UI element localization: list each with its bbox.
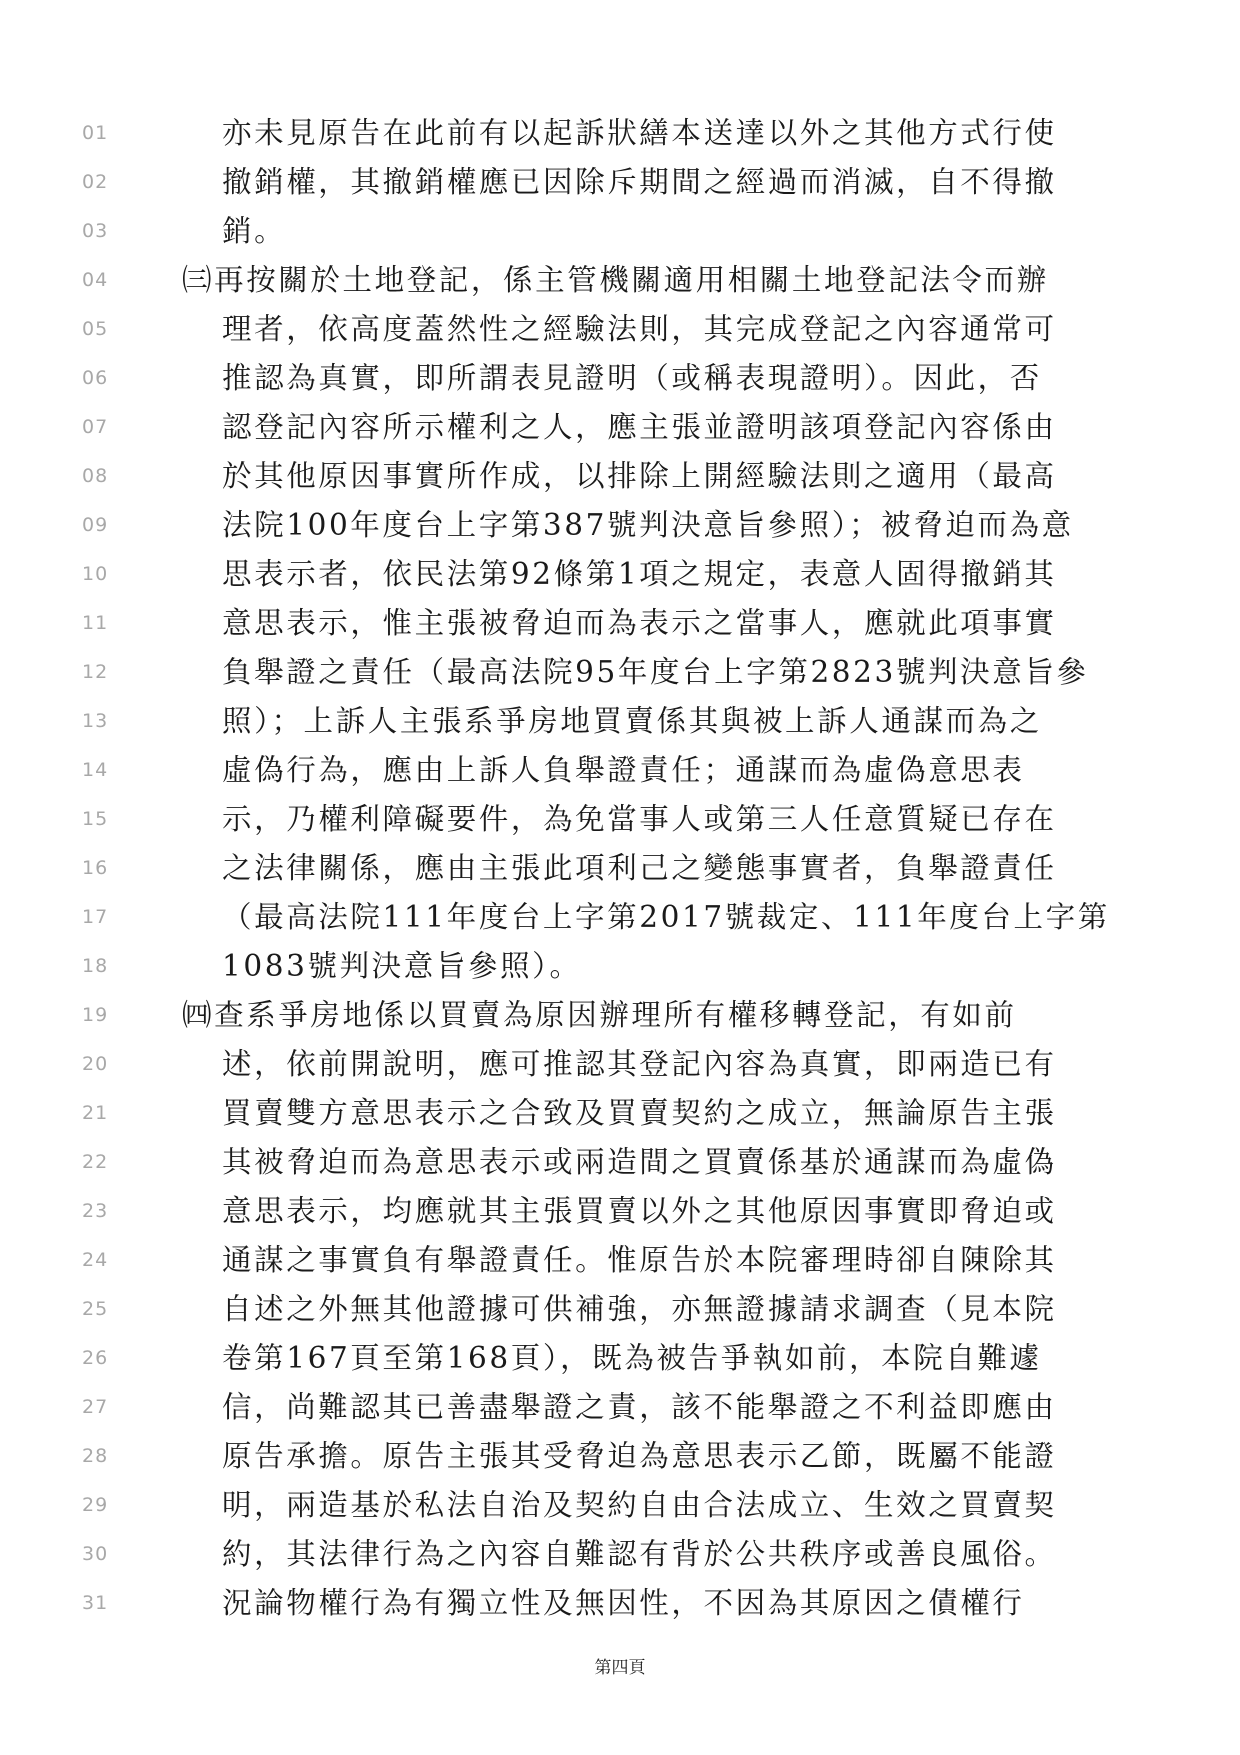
text-line [0, 1040, 1240, 1089]
text-line [0, 1530, 1240, 1579]
line-text: 銷。 [222, 214, 287, 248]
line-text: 原告承擔。原告主張其受脅迫為意思表示乙節，既屬不能證 [222, 1439, 1057, 1473]
line-text: 買賣雙方意思表示之合致及買賣契約之成立，無論原告主張 [222, 1096, 1057, 1130]
line-text: 思表示者，依民法第92條第1項之規定，表意人固得撤銷其 [222, 557, 1057, 591]
line-text: 意思表示，惟主張被脅迫而為表示之當事人，應就此項事實 [222, 606, 1057, 640]
line-text: 卷第167頁至第168頁），既為被告爭執如前，本院自難遽 [222, 1341, 1042, 1375]
line-number: 22 [82, 1151, 109, 1173]
line-number: 17 [82, 906, 109, 928]
page-number-footer: 第四頁 [594, 1658, 646, 1678]
line-text: 於其他原因事實所作成，以排除上開經驗法則之適用（最高 [222, 459, 1057, 493]
line-number: 12 [82, 661, 109, 683]
text-line [0, 648, 1240, 697]
text-line [0, 844, 1240, 893]
line-number: 15 [82, 808, 109, 830]
line-text: 明，兩造基於私法自治及契約自由合法成立、生效之買賣契 [222, 1488, 1057, 1522]
line-number: 08 [82, 465, 109, 487]
line-number: 10 [82, 563, 109, 585]
line-number: 14 [82, 759, 109, 781]
line-text: （最高法院111年度台上字第2017號裁定、111年度台上字第 [222, 900, 1110, 934]
text-line [0, 550, 1240, 599]
line-number: 05 [82, 318, 109, 340]
text-line [0, 256, 1240, 305]
text-line [0, 1089, 1240, 1138]
text-line [0, 1187, 1240, 1236]
text-line [0, 893, 1240, 942]
text-line [0, 305, 1240, 354]
line-number: 11 [82, 612, 109, 634]
line-number: 07 [82, 416, 109, 438]
line-number: 20 [82, 1053, 109, 1075]
text-line [0, 1138, 1240, 1187]
text-line [0, 991, 1240, 1040]
text-line [0, 1579, 1240, 1628]
line-number: 01 [82, 122, 109, 144]
text-line [0, 1285, 1240, 1334]
line-number: 18 [82, 955, 109, 977]
line-number: 27 [82, 1396, 109, 1418]
text-line [0, 942, 1240, 991]
line-number: 09 [82, 514, 109, 536]
line-number: 03 [82, 220, 109, 242]
line-number: 16 [82, 857, 109, 879]
text-line [0, 1334, 1240, 1383]
line-number: 25 [82, 1298, 109, 1320]
text-line [0, 795, 1240, 844]
line-text: 認登記內容所示權利之人，應主張並證明該項登記內容係由 [222, 410, 1057, 444]
text-line [0, 501, 1240, 550]
line-text: 述，依前開說明，應可推認其登記內容為真實，即兩造已有 [222, 1047, 1057, 1081]
line-number: 28 [82, 1445, 109, 1467]
line-text: 約，其法律行為之內容自難認有背於公共秩序或善良風俗。 [222, 1537, 1057, 1571]
line-number: 31 [82, 1592, 109, 1614]
line-text: 通謀之事實負有舉證責任。惟原告於本院審理時卻自陳除其 [222, 1243, 1057, 1277]
text-line [0, 207, 1240, 256]
line-text: 其被脅迫而為意思表示或兩造間之買賣係基於通謀而為虛偽 [222, 1145, 1057, 1179]
line-text: 1083號判決意旨參照）。 [222, 949, 582, 983]
line-text: 照）；上訴人主張系爭房地買賣係其與被上訴人通謀而為之 [222, 704, 1042, 738]
line-number: 06 [82, 367, 109, 389]
line-number: 21 [82, 1102, 109, 1124]
line-number: 29 [82, 1494, 109, 1516]
text-line [0, 354, 1240, 403]
line-text: 之法律關係，應由主張此項利己之變態事實者，負舉證責任 [222, 851, 1057, 885]
line-number: 24 [82, 1249, 109, 1271]
line-text: 推認為真實，即所謂表見證明（或稱表現證明）。因此，否 [222, 361, 1042, 395]
text-line [0, 697, 1240, 746]
line-text: 況論物權行為有獨立性及無因性，不因為其原因之債權行 [222, 1586, 1025, 1620]
line-number: 26 [82, 1347, 109, 1369]
line-text: 亦未見原告在此前有以起訴狀繕本送達以外之其他方式行使 [222, 116, 1057, 150]
text-line [0, 452, 1240, 501]
line-text: 撤銷權，其撤銷權應已因除斥期間之經過而消滅，自不得撤 [222, 165, 1057, 199]
paragraph-heading-line: ㈣查系爭房地係以買賣為原因辦理所有權移轉登記，有如前 [182, 998, 1017, 1032]
line-text: 理者，依高度蓋然性之經驗法則，其完成登記之內容通常可 [222, 312, 1057, 346]
text-line [0, 599, 1240, 648]
line-text: 虛偽行為，應由上訴人負舉證責任；通謀而為虛偽意思表 [222, 753, 1025, 787]
line-number: 13 [82, 710, 109, 732]
line-text: 信，尚難認其已善盡舉證之責，該不能舉證之不利益即應由 [222, 1390, 1057, 1424]
line-text: 意思表示，均應就其主張買賣以外之其他原因事實即脅迫或 [222, 1194, 1057, 1228]
line-text: 自述之外無其他證據可供補強，亦無證據請求調查（見本院 [222, 1292, 1057, 1326]
text-line [0, 1432, 1240, 1481]
line-text: 示，乃權利障礙要件，為免當事人或第三人任意質疑已存在 [222, 802, 1057, 836]
line-number: 23 [82, 1200, 109, 1222]
line-number: 30 [82, 1543, 109, 1565]
text-line [0, 1383, 1240, 1432]
line-number: 19 [82, 1004, 109, 1026]
line-number: 04 [82, 269, 109, 291]
line-number: 02 [82, 171, 109, 193]
text-line [0, 1481, 1240, 1530]
text-line [0, 158, 1240, 207]
text-line [0, 746, 1240, 795]
text-line [0, 109, 1240, 158]
line-text: 法院100年度台上字第387號判決意旨參照）；被脅迫而為意 [222, 508, 1074, 542]
text-line [0, 403, 1240, 452]
line-text: 負舉證之責任（最高法院95年度台上字第2823號判決意旨參 [222, 655, 1089, 689]
text-line [0, 1236, 1240, 1285]
paragraph-heading-line: ㈢再按關於土地登記，係主管機關適用相關土地登記法令而辦 [182, 263, 1049, 297]
